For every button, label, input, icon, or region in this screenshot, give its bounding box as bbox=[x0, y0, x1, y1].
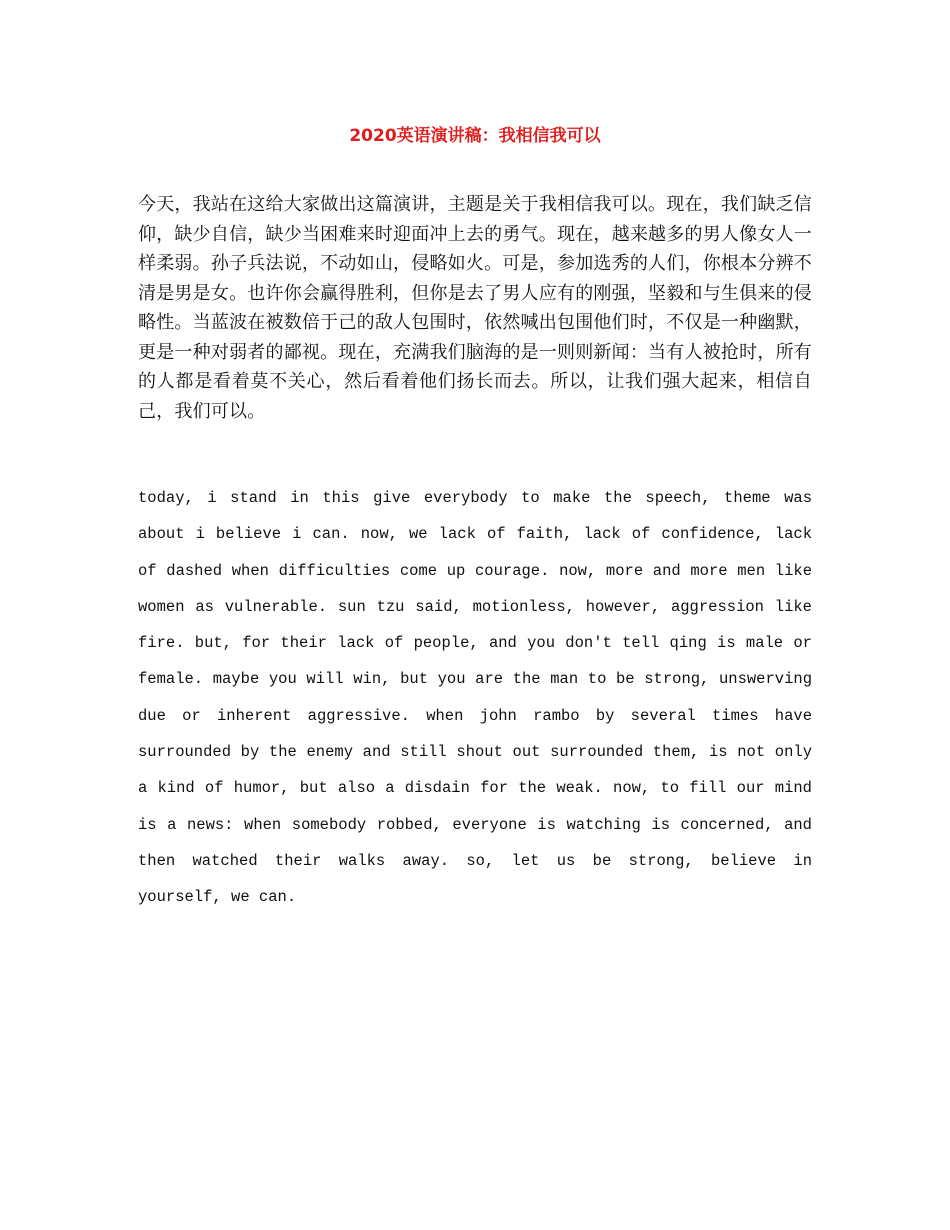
chinese-paragraph: 今天，我站在这给大家做出这篇演讲，主题是关于我相信我可以。现在，我们缺乏信仰，缺少自信，缺少当困难来时迎面冲上去的勇气。现在，越来越多的男人像女人一样柔弱。孙子兵法说，不动如山，侵略如火。可是，参加选秀的人们，你根本分辨不清是男是女。也许你会赢得胜利，但你是去了男人应有的刚强，坚毅和与生俱来的侵略性。当蓝波在被数倍于己的敌人包围时，依然喊出包围他们时，不仅是一种幽默，更是一种对弱者的鄙视。现在，充满我们脑海的是一则则新闻：当有人被抢时，所有的人都是看着莫不关心，然后看着他们扬长而去。所以，让我们强大起来，相信自己，我们可以。 bbox=[138, 194, 812, 422]
english-paragraph: today, i stand in this give everybody to make the speech, theme was about i believe i can. now, we lack of faith, lack of confidence, lack of dashed when difficulties come up courage. now, more and more men like women as vulnerable. sun tzu said, motionless, however, aggression like fire. but, for their lack of people, and you don't tell qing is male or female. maybe you will win, but you are the man to be strong, unswerving due or inherent aggressive. when john rambo by several times have surrounded by the enemy and still shout out surrounded them, is not only a kind of humor, but also a disdain for the weak. now, to fill our mind is a news: when somebody robbed, everyone is watching is concerned, and then watched their walks away. so, let us be strong, believe in yourself, we can. bbox=[138, 489, 812, 907]
document-title: 2020英语演讲稿：我相信我可以 bbox=[349, 126, 601, 146]
